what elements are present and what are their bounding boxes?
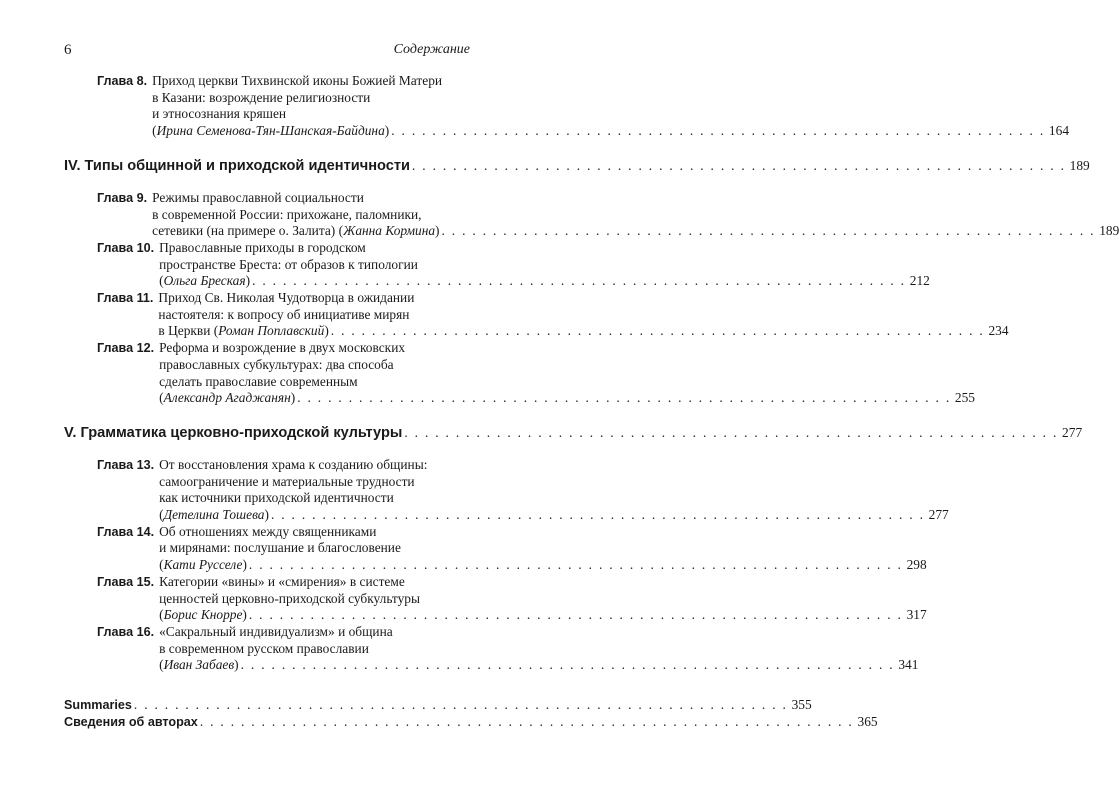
chapter-author: Иван Забаев [163,657,235,673]
toc-section-5[interactable] [64,424,1083,442]
page-ref: 277 [1062,424,1083,440]
toc-entry-chapter-9[interactable]: Глава 9. Режимы православной социальности в современной России: прихожане, паломники, сетевики (на примере о. Залита) ( Жанна Кормина ) . . . . . . . . . . . . . . . . . . . . . . . . . . . . . . . . . . . . . . . . . . . . . . . . . . . . . . . . . . . . . . . . 189 [97,189,1119,239]
toc-entry-chapter-10[interactable]: Глава 10. Православные приходы в городском пространстве Бреста: от образов к типологии ( Ольга Бреская ) . . . . . . . . . . . . . . . . . . . . . . . . . . . . . . . . . . . . . . . . . . . . . . . . . . . . . . . . . . . . . . . . 212 [97,239,930,289]
chapter-label: Глава 10. [97,240,155,255]
chapter-author: Александр Агаджанян [163,390,291,406]
chapter-title-line: в Церкви [158,323,211,339]
dot-leader: . . . . . . . . . . . . . . . . . . . . . . . . . . . . . . . . . . . . . . . . . . . . . . . . . . . . . . . . . . . . . . . . [404,424,1059,440]
chapter-title-line: Категории «вины» и «смирения» в системе [159,573,405,589]
chapter-title-line: От восстановления храма к созданию общины: [159,456,428,472]
authors-title: Сведения об авторах [64,714,198,729]
chapter-title-line: «Сакральный индивидуализм» и община [159,623,393,639]
page-ref: 355 [791,697,812,713]
dot-leader: . . . . . . . . . . . . . . . . . . . . . . . . . . . . . . . . . . . . . . . . . . . . . . . . . . . . . . . . . . . . . . . . [297,390,951,406]
page-ref: 234 [988,323,1009,339]
dot-leader: . . . . . . . . . . . . . . . . . . . . . . . . . . . . . . . . . . . . . . . . . . . . . . . . . . . . . . . . . . . . . . . . [270,507,925,523]
dot-leader: . . . . . . . . . . . . . . . . . . . . . . . . . . . . . . . . . . . . . . . . . . . . . . . . . . . . . . . . . . . . . . . . [248,607,903,623]
dot-leader: . . . . . . . . . . . . . . . . . . . . . . . . . . . . . . . . . . . . . . . . . . . . . . . . . . . . . . . . . . . . . . . . [252,273,906,289]
chapter-title-line: в современном русском православии [159,640,369,656]
page-number: 6 [64,42,72,58]
chapter-title-line: настоятеля: к вопросу об инициативе мирян [158,306,410,322]
chapter-label: Глава 9. [97,190,148,205]
running-head: Содержание [393,42,470,57]
page-ref: 317 [906,607,927,623]
dot-leader: . . . . . . . . . . . . . . . . . . . . . . . . . . . . . . . . . . . . . . . . . . . . . . . . . . . . . . . . . . . . . . . . [199,713,854,729]
chapter-title-line: Об отношениях между священниками [159,523,377,539]
chapter-label: Глава 13. [97,457,155,472]
page-ref: 341 [898,657,919,673]
dot-leader: . . . . . . . . . . . . . . . . . . . . . . . . . . . . . . . . . . . . . . . . . . . . . . . . . . . . . . . . . . . . . . . . [411,157,1066,173]
page-ref: 189 [1069,157,1090,173]
chapter-title-line: в современной России: прихожане, паломники, [152,206,422,222]
summaries-title: Summaries [64,698,132,713]
chapter-title-line: в Казани: возрождение религиозности [152,89,371,105]
chapter-author: Ирина Семенова-Тян-Шанская-Байдина [156,123,385,139]
chapter-title-line: Приход церкви Тихвинской иконы Божией Матери [152,73,443,88]
chapter-label: Глава 16. [97,624,155,639]
chapter-title-line: как источники приходской идентичности [159,490,394,506]
toc-entry-chapter-16[interactable]: Глава 16. «Сакральный индивидуализм» и община в современном русском православии ( Иван Забаев ) . . . . . . . . . . . . . . . . . . . . . . . . . . . . . . . . . . . . . . . . . . . . . . . . . . . . . . . . . . . . . . . . 341 [97,623,919,673]
chapter-label: Глава 8. [97,74,148,88]
chapter-author: Роман Поплавский [218,323,325,339]
section-title: IV. Типы общинной и приходской идентичности [64,157,410,174]
chapter-author: Кати Русселе [163,557,243,573]
page-ref: 277 [928,507,949,523]
chapter-title-line: сетевики (на примере о. Залита) [152,223,336,239]
chapter-title-line: пространстве Бреста: от образов к типологии [159,256,418,272]
dot-leader: . . . . . . . . . . . . . . . . . . . . . . . . . . . . . . . . . . . . . . . . . . . . . . . . . . . . . . . . . . . . . . . . [330,323,985,339]
page-ref: 164 [1048,123,1070,139]
chapter-title-line: и этносознания кряшен [152,106,287,122]
toc-section-4[interactable] [64,157,1090,175]
dot-leader: . . . . . . . . . . . . . . . . . . . . . . . . . . . . . . . . . . . . . . . . . . . . . . . . . . . . . . . . . . . . . . . . [240,657,895,673]
chapter-label: Глава 14. [97,524,155,539]
chapter-title-line: Режимы православной социальности [152,189,364,205]
toc-entry-chapter-14[interactable]: Глава 14. Об отношениях между священниками и мирянами: послушание и благословение ( Кати Русселе ) . . . . . . . . . . . . . . . . . . . . . . . . . . . . . . . . . . . . . . . . . . . . . . . . . . . . . . . . . . . . . . . . 298 [97,523,927,573]
chapter-title-line: самоограничение и материальные трудности [159,473,415,489]
page-ref: 189 [1099,223,1119,239]
chapter-label: Глава 11. [97,291,154,306]
toc-entry-chapter-11[interactable]: Глава 11. Приход Св. Николая Чудотворца в ожидании настоятеля: к вопросу об инициативе мирян в Церкви ( Роман Поплавский ) . . . . . . . . . . . . . . . . . . . . . . . . . . . . . . . . . . . . . . . . . . . . . . . . . . . . . . . . . . . . . . . . 234 [97,290,1009,339]
toc-entry-chapter-13[interactable]: Глава 13. От восстановления храма к созданию общины: самоограничение и материальные трудности как источники приходской идентичности ( Детелина Тошева ) . . . . . . . . . . . . . . . . . . . . . . . . . . . . . . . . . . . . . . . . . . . . . . . . . . . . . . . . . . . . . . . . 277 [97,456,949,523]
section-title: V. Грамматика церковно-приходской культуры [64,424,403,441]
dot-leader: . . . . . . . . . . . . . . . . . . . . . . . . . . . . . . . . . . . . . . . . . . . . . . . . . . . . . . . . . . . . . . . . [133,697,788,713]
chapter-label: Глава 12. [97,341,155,356]
chapter-title-line: Православные приходы в городском [159,239,366,255]
page-ref: 298 [906,557,927,573]
dot-leader: . . . . . . . . . . . . . . . . . . . . . . . . . . . . . . . . . . . . . . . . . . . . . . . . . . . . . . . . . . . . . . . . [248,557,903,573]
chapter-title-line: ценностей церковно-приходской субкультуры [159,590,420,606]
dot-leader: . . . . . . . . . . . . . . . . . . . . . . . . . . . . . . . . . . . . . . . . . . . . . . . . . . . . . . . . . . . . . . . . [391,123,1046,139]
toc-entry-chapter-8[interactable]: Глава 8. Приход церкви Тихвинской иконы Божией Матери в Казани: возрождение религиозности и этносознания кряшен ( Ирина Семенова-Тян-Шанская-Байдина ) . . . . . . . . . . . . . . . . . . . . . . . . . . . . . . . . . . . . . . . . . . . . . . . . . . . . . . . . . . . . . . . . 164 [97,73,1070,139]
dot-leader: . . . . . . . . . . . . . . . . . . . . . . . . . . . . . . . . . . . . . . . . . . . . . . . . . . . . . . . . . . . . . . . . [441,223,1096,239]
toc-entry-summaries[interactable] [64,697,812,714]
chapter-title-line: и мирянами: послушание и благословение [159,540,401,556]
chapter-author: Борис Кнорре [163,607,243,623]
chapter-author: Жанна Кормина [343,223,436,239]
page-ref: 212 [909,273,930,289]
chapter-author: Детелина Тошева [163,507,265,523]
page-ref: 365 [857,713,878,729]
toc-entry-chapter-15[interactable]: Глава 15. Категории «вины» и «смирения» в системе ценностей церковно-приходской субкультуры ( Борис Кнорре ) . . . . . . . . . . . . . . . . . . . . . . . . . . . . . . . . . . . . . . . . . . . . . . . . . . . . . . . . . . . . . . . . 317 [97,573,927,623]
toc-entry-authors[interactable] [64,713,878,731]
chapter-label: Глава 15. [97,574,155,589]
chapter-title-line: Реформа и возрождение в двух московских [159,340,406,356]
chapter-title-line: православных субкультурах: два способа [159,356,394,372]
chapter-title-line: Приход Св. Николая Чудотворца в ожидании [158,290,415,306]
toc-entry-chapter-12[interactable]: Глава 12. Реформа и возрождение в двух московских православных субкультурах: два способа сделать православие современным ( Александр Агаджанян ) . . . . . . . . . . . . . . . . . . . . . . . . . . . . . . . . . . . . . . . . . . . . . . . . . . . . . . . . . . . . . . . . 255 [97,340,975,406]
table-of-contents [64,73,1119,731]
chapter-author: Ольга Бреская [163,273,246,289]
page-ref: 255 [954,390,975,406]
chapter-title-line: сделать православие современным [159,373,358,389]
